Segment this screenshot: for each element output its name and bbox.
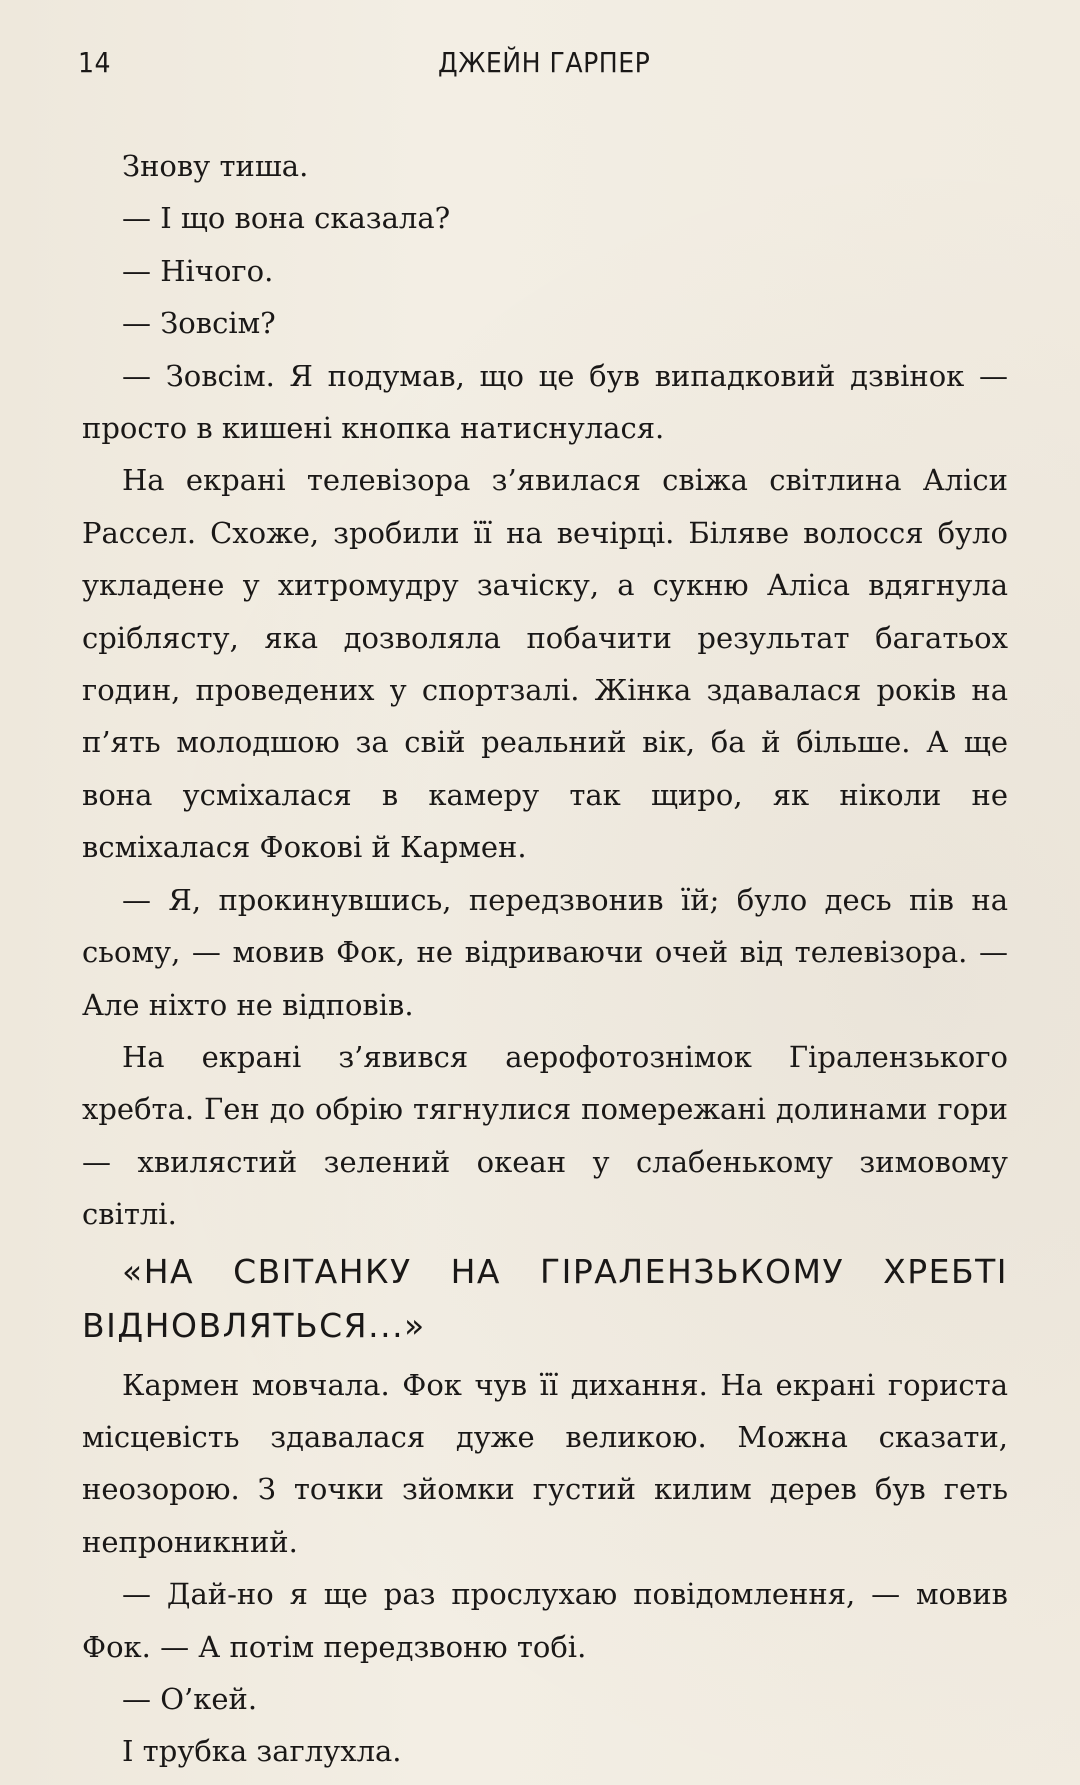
paragraph: На екрані з’явився аерофотознімок Гіралензького хребта. Ген до обрію тягнулися помережані долинами гори — хвилястий зелений океан у слабенькому зимовому світлі.: [82, 1039, 1008, 1232]
paragraph: — Зовсім?: [122, 306, 276, 341]
tv-headline: «НА СВІТАНКУ НА ГІРАЛЕНЗЬКОМУ ХРЕБТІ ВІДНОВЛЯТЬСЯ...»: [82, 1251, 1008, 1345]
page-header: [78, 46, 998, 90]
paragraph: — Дай-но я ще раз прослухаю повідомлення, — мовив Фок. — А потім передзвоню тобі.: [82, 1577, 1008, 1664]
page-number: 14: [78, 46, 112, 79]
paragraph: — Зовсім. Я подумав, що це був випадковий дзвінок — просто в кишені кнопка натиснулася.: [82, 358, 1008, 446]
paragraph: І трубка заглухла.: [122, 1734, 402, 1769]
paragraph: Знову тиша.: [122, 149, 309, 183]
body-text: [82, 140, 1008, 1778]
paragraph: — О’кей.: [122, 1681, 258, 1716]
paragraph: — Я, прокинувшись, передзвонив їй; було десь пів на сьому, — мовив Фок, не відриваючи очей від телевізора. — Але ніхто не відповів.: [82, 882, 1008, 1022]
paragraph: Кармен мовчала. Фок чув її дихання. На екрані гориста місцевість здавалася дуже великою. Можна сказати, неозорою. З точки зйомки густий килим дерев був геть непроникний.: [82, 1367, 1008, 1559]
paragraph: — І що вона сказала?: [122, 201, 451, 236]
paragraph: На екрані телевізора з’явилася свіжа світлина Аліси Рассел. Схоже, зробили її на вечірці. Біляве волосся було укладене у хитромудру зачіску, а сукню Аліса вдягнула сріблясту, яка дозволяла побачити результат багатьох годин, проведених у спортзалі. Жінка здавалася років на п’ять молодшою за свій реальний вік, ба й більше. А ще вона усміхалася в камеру так щиро, як ніколи не всміхалася Фокові й Кармен.: [82, 463, 1008, 865]
running-head: ДЖЕЙН ГАРПЕР: [438, 46, 651, 79]
paragraph: — Нічого.: [122, 253, 274, 288]
